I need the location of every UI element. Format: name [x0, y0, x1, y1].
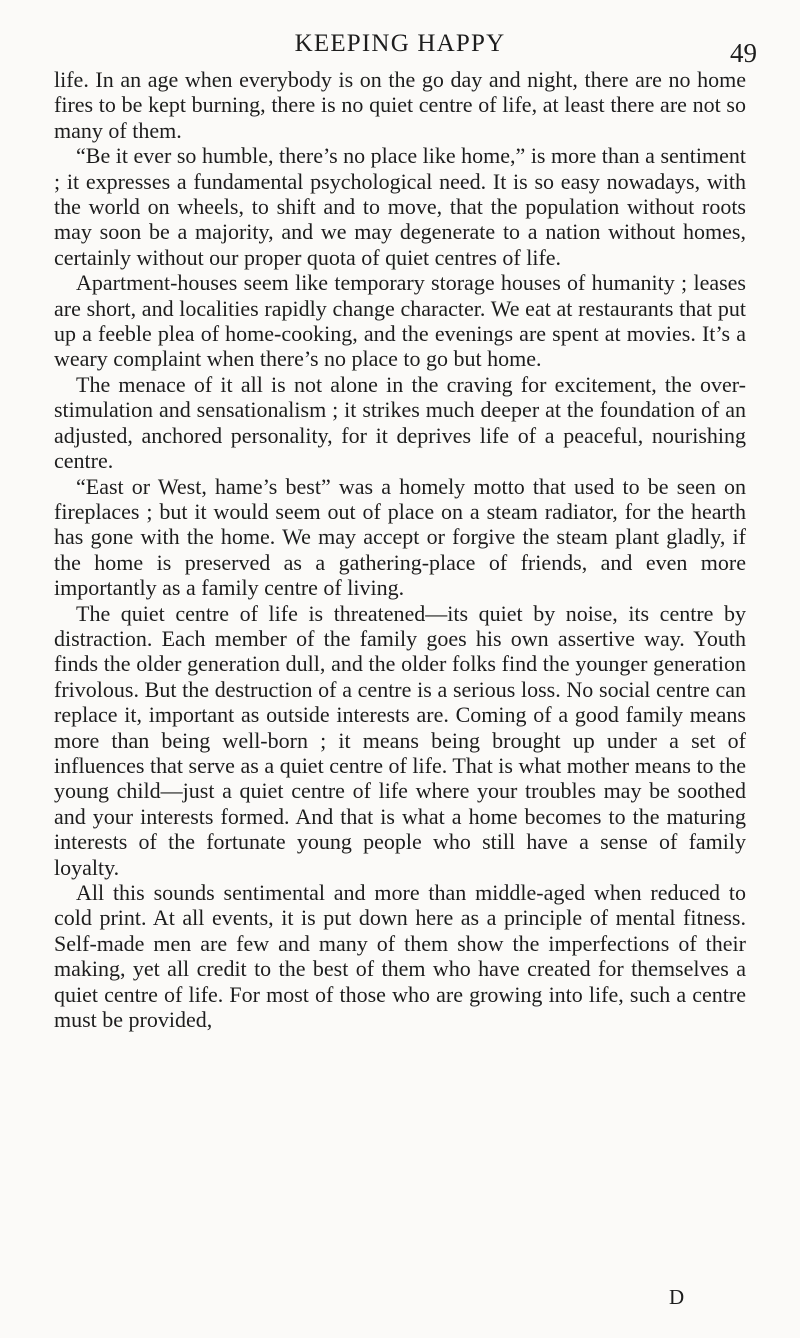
page-number: 49 [730, 38, 757, 68]
page-header [0, 30, 800, 70]
paragraph: All this sounds sentimental and more than middle-aged when reduced to cold print. At all events, it is put down here as a principle of mental fitness. Self-made men are few and many of them show the imperfections of their making, yet all credit to the best of them who have created for themselves a quiet centre of life. For most of those who are growing into life, such a centre must be provided, [54, 880, 746, 1033]
paragraph: The quiet centre of life is threatened—its quiet by noise, its centre by distraction. Each member of the family goes his own assertive way. Youth finds the older generation dull, and the older folks find the younger generation frivolous. But the destruction of a centre is a serious loss. No social centre can replace it, important as outside interests are. Coming of a good family means more than being well-born ; it means being brought up under a set of influences that serve as a quiet centre of life. That is what mother means to the young child—just a quiet centre of life where your troubles may be soothed and your interests formed. And that is what a home becomes to the maturing interests of the fortunate young people who still have a sense of family loyalty. [54, 600, 746, 880]
signature-mark: D [669, 1285, 685, 1309]
paragraph: The menace of it all is not alone in the craving for excitement, the over-stimulation and sensationalism ; it strikes much deeper at the foundation of an adjusted, anchored personality, for it deprives life of a peaceful, nourishing centre. [54, 371, 746, 474]
paragraph: life. In an age when everybody is on the go day and night, there are no home fires to be kept burning, there is no quiet centre of life, at least there are not so many of them. [54, 67, 746, 143]
body-text [54, 67, 746, 1032]
running-head: KEEPING HAPPY [294, 30, 506, 57]
paragraph: “Be it ever so humble, there’s no place like home,” is more than a sentiment ; it expresses a fundamental psychological need. It is so easy nowadays, with the world on wheels, to shift and to move, that the population without roots may soon be a majority, and we may degenerate to a nation without homes, certainly without our proper quota of quiet centres of life. [54, 143, 746, 270]
paragraph: “East or West, hame’s best” was a homely motto that used to be seen on fireplaces ; but it would seem out of place on a steam radiator, for the hearth has gone with the home. We may accept or forgive the steam plant gladly, if the home is preserved as a gathering-place of friends, and even more importantly as a family centre of living. [54, 473, 746, 601]
paragraph: Apartment-houses seem like temporary storage houses of humanity ; leases are short, and localities rapidly change character. We eat at restaurants that put up a feeble plea of home-cooking, and the evenings are spent at movies. It’s a weary complaint when there’s no place to go but home. [54, 270, 746, 372]
